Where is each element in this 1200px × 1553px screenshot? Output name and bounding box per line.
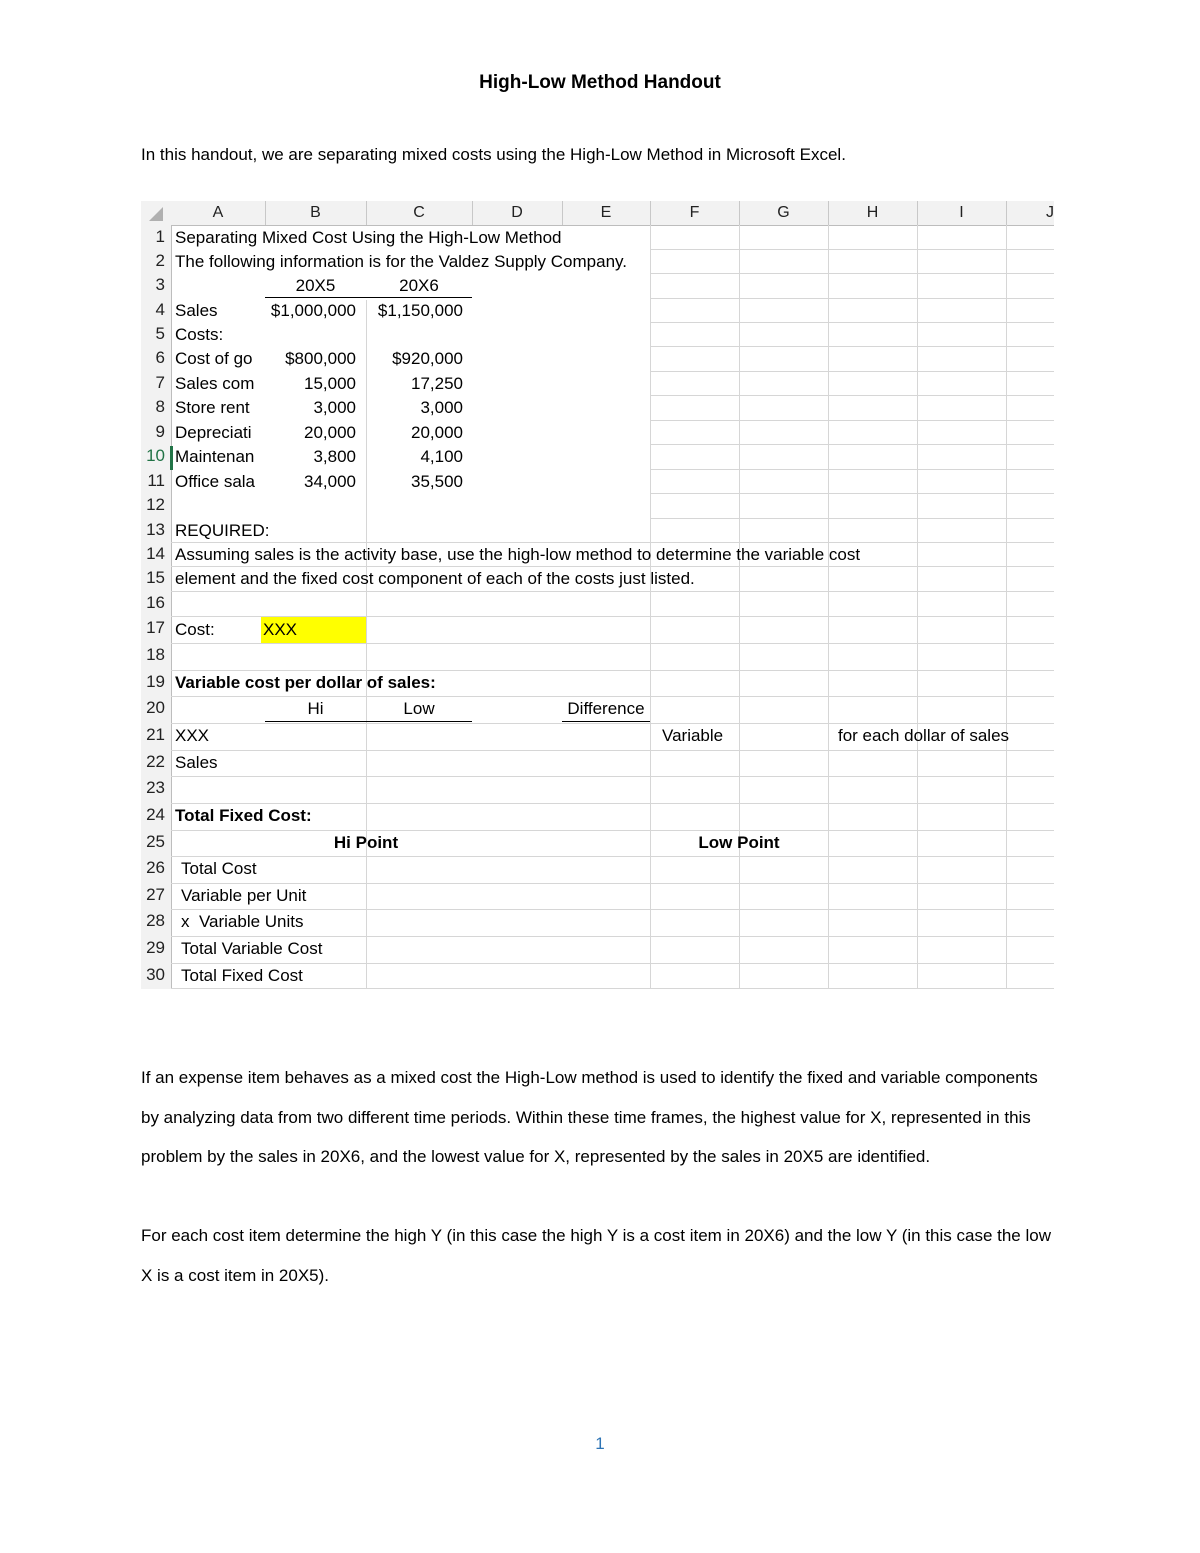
row-number: 10 (146, 446, 165, 465)
cost-item-high: 3,000 (420, 398, 463, 417)
cost-item-high: 35,500 (411, 472, 463, 491)
hi-header: Hi (307, 699, 324, 718)
col-header-c: C (366, 201, 473, 225)
cost-item-low: 34,000 (304, 472, 356, 491)
row-number: 28 (146, 911, 165, 930)
cost-value: XXX (263, 620, 298, 639)
xxx-label: XXX (175, 726, 210, 745)
row-number: 11 (147, 471, 165, 490)
calc-row-label: Total Cost (181, 859, 257, 878)
row-number: 26 (146, 858, 165, 877)
calc-row-label: Total Variable Cost (181, 939, 323, 958)
col-header-e: E (562, 201, 651, 225)
col-header-i: I (917, 201, 1007, 225)
year-underline (265, 297, 472, 298)
variable-label: Variable (662, 726, 724, 745)
cost-item-label: Store rent (175, 398, 250, 417)
requirement-line-2: element and the fixed cost component of each of the costs just listed. (175, 569, 695, 588)
calc-row-label: x Variable Units (181, 912, 304, 931)
row-number: 16 (146, 593, 165, 612)
cost-item-high: 4,100 (420, 447, 463, 466)
col-header-g: G (739, 201, 829, 225)
row-number: 18 (146, 645, 165, 664)
row-number: 17 (146, 618, 165, 637)
cost-item-low: $800,000 (285, 349, 356, 368)
explanation-paragraph-1: If an expense item behaves as a mixed cost the High-Low method is used to identify the fixed and variable components by analyzing data from two different time periods. Within these time frames, the highest value for X, represented in this problem by the sales in 20X6, and the lowest value for X, represented by the sales in 20X5 are identified. (141, 1068, 1038, 1166)
page-title: High-Low Method Handout (479, 72, 721, 93)
row-number: 27 (146, 885, 165, 904)
low-header: Low (403, 699, 435, 718)
calc-row-label: Total Fixed Cost (181, 966, 303, 985)
row-number: 20 (146, 698, 165, 717)
cost-item-label: Cost of go (175, 349, 253, 368)
cost-item-low: 15,000 (304, 374, 356, 393)
row-number: 22 (146, 752, 165, 771)
row-number: 9 (155, 422, 165, 441)
for-each-dollar-label: for each dollar of sales (838, 726, 1010, 745)
col-header-d: D (472, 201, 563, 225)
cost-item-high: 17,250 (411, 374, 463, 393)
row-number: 30 (146, 965, 165, 984)
select-all-corner (149, 207, 163, 221)
cost-item-low: 20,000 (304, 423, 356, 442)
column-header-row (141, 201, 1054, 226)
row-number: 23 (146, 778, 165, 797)
row-number: 24 (146, 805, 165, 824)
col-header-b: B (265, 201, 367, 225)
cost-item-label: Depreciati (175, 423, 252, 442)
sheet-heading: Separating Mixed Cost Using the High-Low Method (175, 228, 562, 247)
row-number: 3 (155, 275, 165, 294)
row-number: 21 (146, 725, 165, 744)
row-number: 6 (155, 348, 165, 367)
sales-high: $1,150,000 (377, 301, 463, 320)
cost-item-label: Sales com (175, 374, 255, 393)
difference-underline (562, 721, 650, 722)
total-fixed-cost-heading: Total Fixed Cost: (175, 806, 312, 825)
year-high-header: 20X6 (399, 276, 439, 295)
row-number: 12 (146, 495, 165, 514)
col-header-a: A (171, 201, 266, 225)
difference-header: Difference (567, 699, 645, 718)
row-number: 1 (155, 227, 165, 246)
intro-text: In this handout, we are separating mixed costs using the High-Low Method in Microsoft Excel. (141, 145, 846, 164)
sheet-subheading: The following information is for the Valdez Supply Company. (175, 252, 627, 271)
row-number: 15 (146, 568, 165, 587)
page-number: 1 (595, 1434, 605, 1453)
cost-item-label: Maintenan (175, 447, 255, 466)
cost-item-label: Office sala (175, 472, 256, 491)
explanation-paragraph-2: For each cost item determine the high Y (in this case the high Y is a cost item in 20X6) and the low Y (in this case the low X is a cost item in 20X5). (141, 1226, 1051, 1285)
cost-item-low: 3,800 (313, 447, 356, 466)
row-number: 5 (155, 324, 165, 343)
row-number: 8 (155, 397, 165, 416)
row-number: 13 (146, 520, 165, 539)
row-number: 25 (146, 832, 165, 851)
year-low-header: 20X5 (295, 276, 336, 295)
row-number: 14 (146, 544, 165, 563)
col-header-f: F (650, 201, 740, 225)
requirement-line-1: Assuming sales is the activity base, use the high-low method to determine the variable cost (175, 545, 861, 564)
hi-point-header: Hi Point (333, 833, 399, 852)
row-number: 2 (155, 251, 165, 270)
row-number: 29 (146, 938, 165, 957)
sales-label: Sales (175, 301, 218, 320)
row-number: 7 (155, 373, 165, 392)
col-header-j: J (1046, 204, 1054, 221)
row-number: 19 (146, 672, 165, 691)
active-row-indicator (170, 446, 173, 470)
variable-cost-heading: Variable cost per dollar of sales: (175, 673, 436, 692)
sales-low: $1,000,000 (270, 301, 356, 320)
required-label: REQUIRED: (175, 521, 270, 540)
calc-row-label: Variable per Unit (181, 886, 307, 905)
col-header-h: H (828, 201, 918, 225)
cost-item-high: 20,000 (411, 423, 463, 442)
costs-label: Costs: (175, 325, 224, 344)
sales-row-label: Sales (175, 753, 218, 772)
cost-label: Cost: (175, 620, 215, 639)
cost-item-low: 3,000 (313, 398, 356, 417)
hi-low-underline (265, 721, 472, 722)
spreadsheet-image (141, 187, 1054, 989)
low-point-header: Low Point (698, 833, 780, 852)
cost-item-high: $920,000 (392, 349, 463, 368)
row-number: 4 (155, 300, 165, 319)
